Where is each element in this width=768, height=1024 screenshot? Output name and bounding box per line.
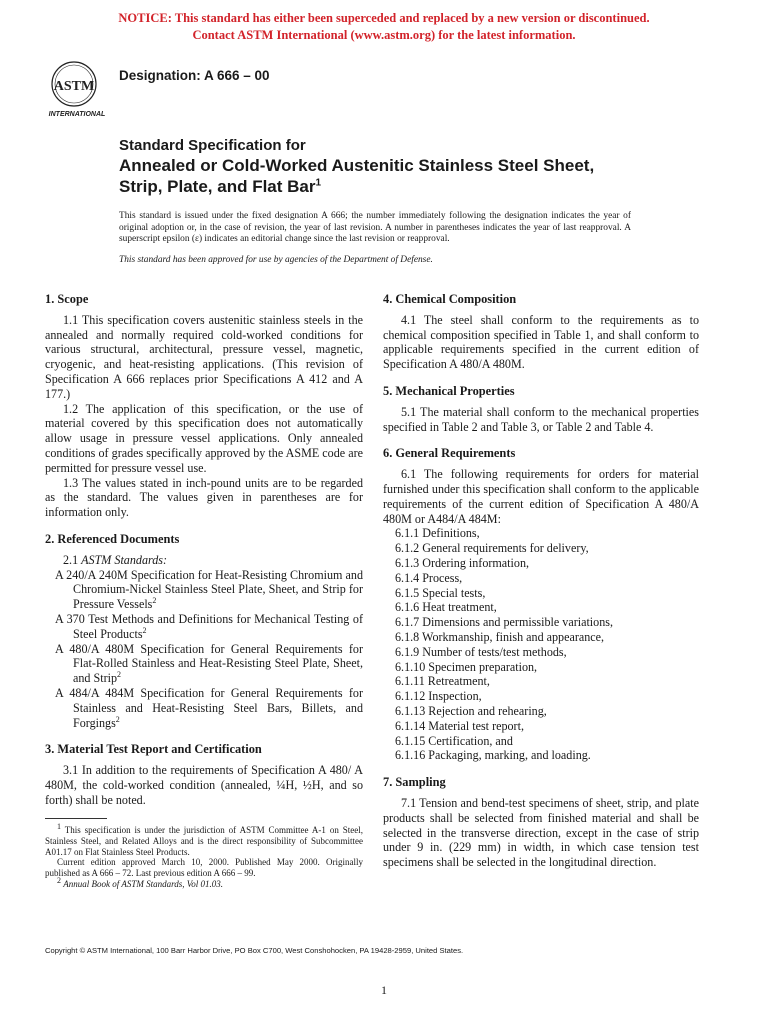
section-2-heading: 2. Referenced Documents <box>45 531 180 546</box>
issued-note: This standard is issued under the fixed designation A 666; the number immediately following the designation indicates the year of original adoption or, in the case of revision, the year of last revision. A number in parentheses indicates the year of last reapproval. A superscript epsilon (ε) indicates an editorial change since the last revision or reapproval. <box>119 211 631 245</box>
footnote-1-edition: Current edition approved March 10, 2000. Published May 2000. Originally published as A 666 – 72. Last previous edition A 666 – 99. <box>45 857 363 879</box>
section-3-heading: 3. Material Test Report and Certification <box>45 742 262 757</box>
title-prefix: Standard Specification for <box>119 137 306 154</box>
list-item: 6.1.2 General requirements for delivery, <box>395 541 589 556</box>
list-item: 6.1.15 Certification, and <box>395 733 513 748</box>
page-number: 1 <box>381 983 387 997</box>
notice-line-1: NOTICE: This standard has either been superceded and replaced by a new version or discontinued. <box>118 11 650 25</box>
list-item: 6.1.9 Number of tests/test methods, <box>395 644 567 659</box>
list-item: 6.1.12 Inspection, <box>395 689 482 704</box>
notice-line-2: Contact ASTM International (www.astm.org) for the latest information. <box>192 28 576 42</box>
footnote-divider <box>45 818 107 819</box>
footnote-2: $^2$ Annual Book of ASTM Standards, Vol 01.03. <box>57 875 223 889</box>
title-footnote-ref: 1 <box>315 177 322 189</box>
list-item: 6.1.6 Heat treatment, <box>395 600 497 615</box>
para-5-1: 5.1 The material shall conform to the mechanical properties specified in Table 2 and Table 3, or Table 2 and Table 4. <box>383 404 699 434</box>
footnote-1: $^1$ This specification is under the jurisdiction of ASTM Committee A-1 on Steel, Stainless Steel, and Related Alloys and is the direct responsibility of Subcommittee A01.17 on Flat Stainless Steel Products. <box>45 822 363 857</box>
section-4-heading: 4. Chemical Composition <box>383 292 517 306</box>
list-item: 6.1.1 Definitions, <box>395 526 480 541</box>
para-1-3: 1.3 The values stated in inch-pound units are to be regarded as the standard. The values given in parentheses are for information only. <box>45 475 363 520</box>
section-6-heading: 6. General Requirements <box>383 446 516 461</box>
list-item: 6.1.7 Dimensions and permissible variations, <box>395 615 613 630</box>
astm-logo <box>47 60 111 118</box>
para-7-1: 7.1 Tension and bend-test specimens of sheet, strip, and plate products shall be selected from finished material and shall be selected in the transverse direction, except in the case of strip under 9 in. (229 mm) in width, in which case tension test specimens shall be selected in the longitudinal direction. <box>383 795 699 870</box>
title-line-1: Annealed or Cold-Worked Austenitic Stainless Steel Sheet, <box>119 156 595 175</box>
list-item: 6.1.11 Retreatment, <box>395 674 490 689</box>
list-item: 6.1.8 Workmanship, finish and appearance, <box>395 629 605 644</box>
document-title <box>119 137 679 197</box>
para-1-1: 1.1 This specification covers austenitic stainless steels in the annealed and normally required cold-worked conditions for various structural, architectural, pressure vessel, magnetic, cryogenic, and heat-resisting applications. (This revision of Specification A 666 replaces prior Specifications A 412 and A 177.) <box>45 312 363 401</box>
left-column <box>45 288 363 808</box>
approved-note: This standard has been approved for use by agencies of the Department of Defense. <box>119 255 433 265</box>
list-item: 6.1.14 Material test report, <box>395 718 524 733</box>
title-line-2: Strip, Plate, and Flat Bar$^1$ <box>119 177 322 196</box>
footnotes <box>45 822 363 890</box>
list-item: 6.1.10 Specimen preparation, <box>395 659 538 674</box>
list-item: 6.1.4 Process, <box>395 570 463 585</box>
ref-a370: A 370 Test Methods and Definitions for Mechanical Testing of Steel Products$^2$ <box>55 611 363 641</box>
section-7-heading: 7. Sampling <box>383 775 446 790</box>
para-3-1: 3.1 In addition to the requirements of Specification A 480/ A 480M, the cold-worked condition (annealed, ¼H, ½H, and so forth) shall be noted. <box>45 763 363 807</box>
ref-a484: A 484/A 484M Specification for General Requirements for Stainless and Heat-Resisting Steel Bars, Billets, and Forgings$^2$ <box>55 685 363 730</box>
ref-a480: A 480/A 480M Specification for General Requirements for Flat-Rolled Stainless and Heat-Resisting Steel Plate, Sheet, and Strip$^2$ <box>55 641 363 686</box>
ref-a240: A 240/A 240M Specification for Heat-Resisting Chromium and Chromium-Nickel Stainless Steel Plate, Sheet, and Strip for Pressure Vessels$^2$ <box>55 567 363 612</box>
list-item: 6.1.13 Rejection and rehearing, <box>395 703 547 718</box>
para-2-1: 2.1 ASTM Standards: <box>63 552 168 567</box>
notice-banner <box>0 10 768 44</box>
para-6-1: 6.1 The following requirements for orders for material furnished under this specification shall conform to the applicable requirements of the current edition of Specification A 480/A 480M or A484/A 484M: <box>383 467 699 526</box>
para-1-2: 1.2 The application of this specification, or the use of material covered by this specification does not automatically allow usage in pressure vessel applications. Only annealed conditions of grades specifically approved by the ASME code are permitted for pressure vessel use. <box>45 401 363 475</box>
list-item: 6.1.16 Packaging, marking, and loading. <box>395 748 591 763</box>
copyright-line: Copyright © ASTM International, 100 Barr Harbor Drive, PO Box C700, West Conshohocken, PA 19428-2959, United States. <box>45 946 464 955</box>
list-item: 6.1.5 Special tests, <box>395 585 486 600</box>
list-item: 6.1.3 Ordering information, <box>395 555 530 570</box>
section-1-heading: 1. Scope <box>45 292 89 306</box>
logo-text: ASTM <box>53 79 95 94</box>
para-4-1: 4.1 The steel shall conform to the requirements as to chemical composition specified in Table 1, and shall conform to applicable requirements specified in the current edition of Specification A 480/A 480M. <box>383 312 699 372</box>
logo-subtext: INTERNATIONAL <box>48 111 106 118</box>
right-column <box>383 288 699 870</box>
designation: Designation: A 666 – 00 <box>119 68 270 83</box>
section-5-heading: 5. Mechanical Properties <box>383 383 515 398</box>
